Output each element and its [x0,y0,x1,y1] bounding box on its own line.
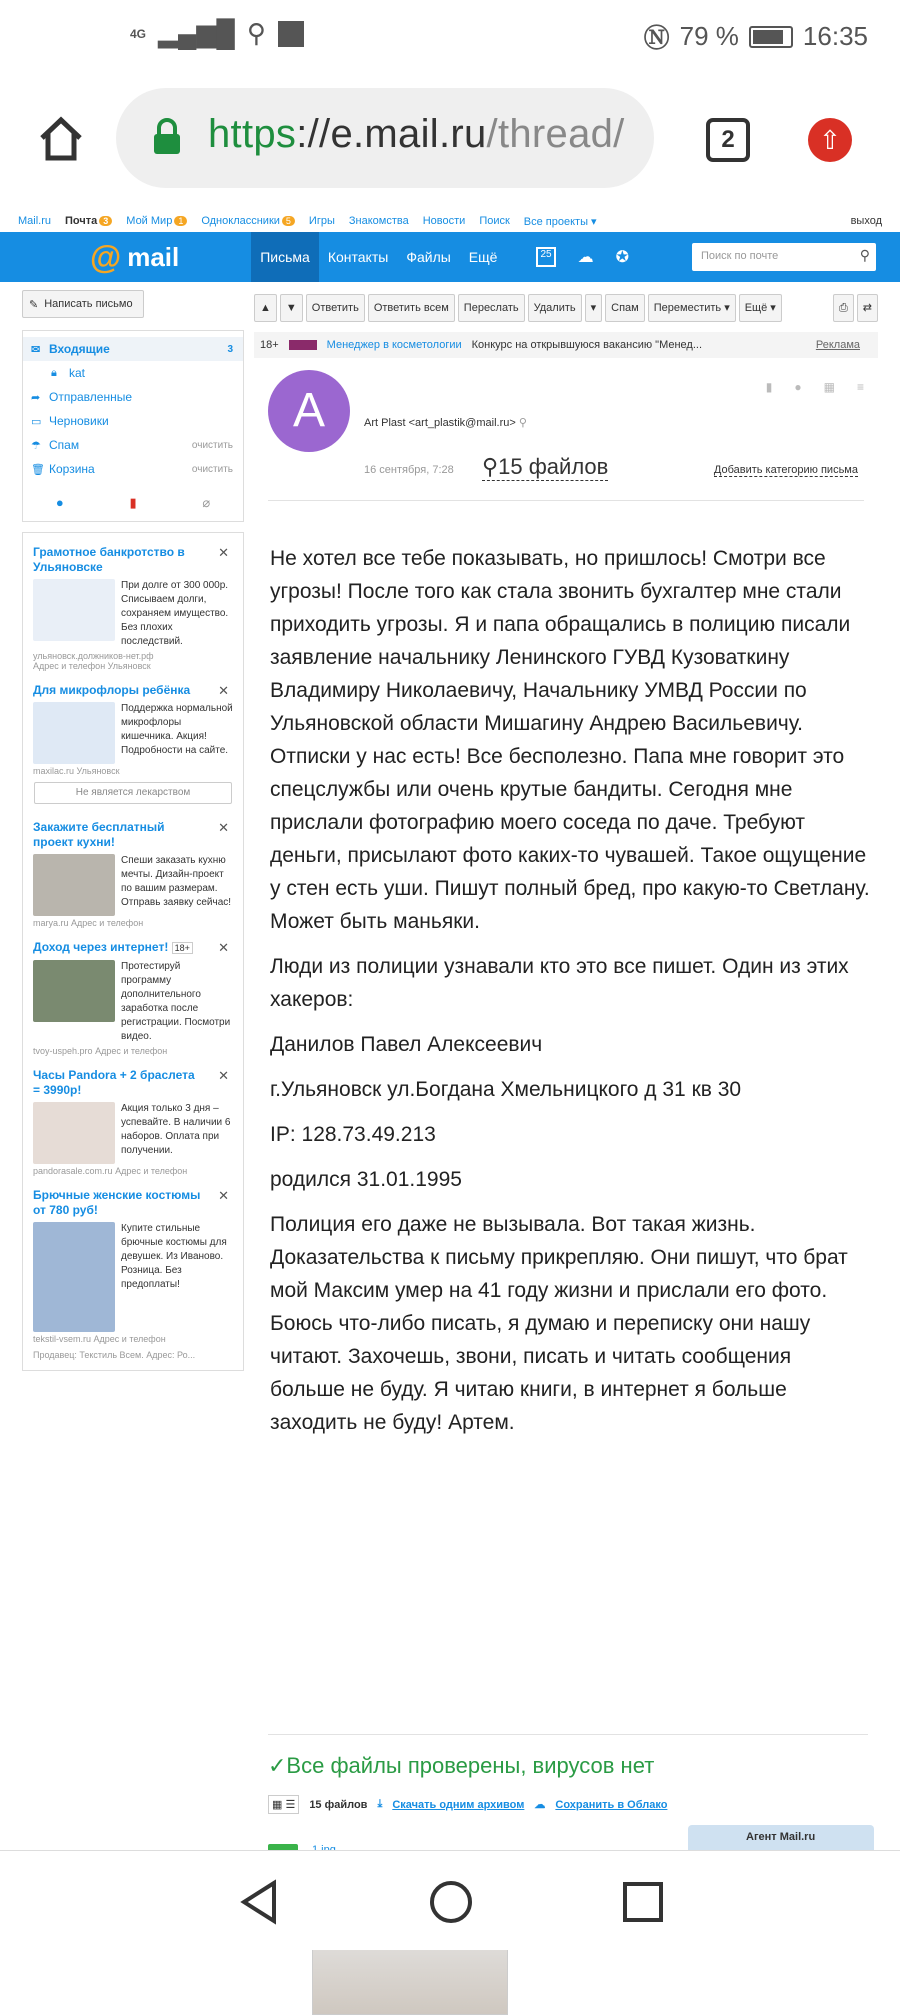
portal-nav [0,210,900,232]
folder-kat[interactable]: 🔒︎ kat [51,366,86,380]
ad-source: maxilac.ru Ульяновск [33,766,120,776]
ad-title[interactable]: Для микрофлоры ребёнка [33,683,191,697]
portal-link-news[interactable]: Новости [422,215,466,227]
cloud-icon[interactable]: ☁ [577,249,594,266]
tab-files[interactable]: Файлы [406,249,451,265]
nfc-icon: Ⓝ [643,23,670,53]
ad-title[interactable]: Доход через интернет! 18+ [33,940,203,956]
trash-icon: 🗑︎ [31,463,45,476]
download-icon: ⤓ [377,1798,383,1810]
url-text: https://e.mail.ru/thread/ [208,112,625,156]
paragraph: Полиция его даже не вызывала. Вот такая жизнь. Доказательства к письму прикрепляю. Они пишут, что брат мой Максим умер на 41 году жизни и прислали его фото. Боюсь что-либо писать, я думаю и переписку они нашу читают. Захочешь, звони, писать и читать сообщения больше не буду. Я читаю книги, в интернет я больше заходить не буду! Артем. [270,1213,848,1434]
lock-icon: 🔒︎ [51,366,57,379]
folder-spam[interactable]: ☂ Спам очистить [31,438,233,452]
message-toolbar [254,294,878,322]
home-circle-icon[interactable] [428,1879,474,1925]
ad-source: ульяновск.должников-нет.рф Адрес и телефон Ульяновск [33,651,154,671]
battery-percent: 79 % [679,21,739,51]
ads-panel [22,532,244,1371]
paragraph: IP: 128.73.49.213 [270,1123,436,1146]
close-icon[interactable]: ✕ [218,940,229,955]
ad-text: Акция только 3 дня – успевайте. В наличии 6 наборов. Оплата при получении. [121,1103,231,1156]
url-bar[interactable] [116,88,654,188]
update-icon[interactable]: ⇧ [808,118,852,162]
flag-icon[interactable]: ▮ [765,380,773,394]
files-link[interactable]: ⚲15 файлов [482,454,609,479]
service-icons [536,247,629,267]
flag-filter-icon[interactable]: ▮ [129,495,137,510]
ad-image [33,854,115,916]
forward-button[interactable]: Переслать [458,294,525,322]
paragraph: Люди из полиции узнавали кто это все пишет. Один из этих хакеров: [270,955,849,1011]
attachments-bar [268,1795,868,1814]
ad-text: Спеши заказать кухню мечты. Дизайн-проект по вашим размерам. Отправь заявку сейчас! [121,855,232,908]
browser-toolbar [0,70,900,210]
ad-title[interactable]: Брючные женские костюмы от 780 руб! [33,1188,201,1217]
delete-button[interactable]: Удалить [528,294,582,322]
paragraph: г.Ульяновск ул.Богдана Хмельницкого д 31 кв 30 [270,1078,742,1101]
next-message-button[interactable]: ▼ [280,294,303,322]
portal-link-ok[interactable]: Одноклассники 5 [201,215,295,227]
badge: 1 [174,216,187,226]
app-icon [278,21,304,47]
print-icon[interactable]: ⎙ [833,294,854,322]
envelope-icon: ✉ [31,343,41,356]
clock: 16:35 [802,21,868,51]
badge: 3 [99,216,112,226]
system-nav-bar [0,1850,900,1950]
draft-icon: ▭ [31,415,42,428]
download-archive-link[interactable]: Скачать одним архивом [392,1798,525,1811]
sent-icon: ➦ [31,391,41,404]
folder-sent[interactable]: ➦ Отправленные [31,390,133,404]
message-body [270,542,870,1451]
ad-title[interactable]: Грамотное банкротство в Ульяновске [33,545,185,574]
logout-link[interactable]: выход [850,215,882,227]
ad-text: Купите стильные брючные костюмы для девушек. Из Иваново. Розница. Без предоплаты! [121,1223,227,1290]
pencil-icon: ✎ [29,298,39,311]
ad-image [33,579,115,641]
close-icon[interactable]: ✕ [218,545,229,560]
close-icon[interactable]: ✕ [218,683,229,698]
lock-icon [152,118,182,156]
tab-count: 2 [721,126,735,153]
portal-link-all-projects[interactable]: Все проекты ▾ [523,215,597,228]
ad-block[interactable] [33,537,233,675]
message-actions [766,380,864,394]
attachment-filter-icon[interactable]: ⌀ [202,495,211,510]
brand-bar [0,232,900,282]
folder-inbox[interactable]: ✉ Входящие 3 [23,337,243,361]
ad-label[interactable]: Реклама [815,339,860,351]
battery-icon [749,26,793,48]
more-button[interactable]: Ещё ▾ [739,294,782,322]
ad-block[interactable] [33,1060,233,1180]
ad-source: marya.ru Адрес и телефон [33,918,144,928]
ad-sender: Менеджер в косметологии [326,339,462,351]
unread-filter-icon[interactable]: ● [55,495,64,510]
search-icon[interactable]: ⚲ [859,247,870,263]
close-icon[interactable]: ✕ [218,820,229,835]
folder-filters [23,481,243,515]
ad-text: При долге от 300 000р. Списываем долги, сохраняем имущество. Без плохих последствий. [121,580,229,647]
games-icon[interactable]: ✪ [615,249,629,266]
paragraph: родился 31.01.1995 [270,1168,462,1191]
network-label: 4G [130,26,147,41]
ad-source: pandorasale.com.ru Адрес и телефон [33,1166,188,1176]
portal-link-moimir[interactable]: Мой Мир 1 [126,215,187,227]
ad-image [33,702,115,764]
sidebar [22,290,244,1371]
paragraph: Данилов Павел Алексеевич [270,1033,543,1056]
tab-switcher-button[interactable] [706,118,750,162]
paragraph: Не хотел все тебе показывать, но пришлось! Смотри все угрозы! После того как стала звонить бухгалтер мне стали приходить угрозы. Я и папа обращались в полицию писали заявление начальнику Ленинского ГУВД Кузоваткину Владимиру Николаевичу, Начальнику УМВД России по Ульяновской области Мишагину Андрею Васильевичу. Отписки у нас есть! Все бесполезно. Папа мне говорит это спецслужбы или очень крутые бандиты. Сегодня мне прислали фотографию моего соседа по даче. Требуют деньги, присылают фото каких-то чувашей. Такое ощущение у стен есть уши. Пишут полный бред, про какую-то Светлану. Может быть маньяки. [270,547,870,933]
ad-block[interactable] [33,1180,233,1370]
age-badge: 18+ [172,942,193,954]
spam-button[interactable]: Спам [605,294,645,322]
badge: 5 [282,216,295,226]
grid-view-icon[interactable]: ▦ ☰ [268,1795,299,1814]
ad-seller: Продавец: Текстиль Всем. Адрес: Ро... [33,1350,196,1360]
ad-disclaimer: Не является лекарством [34,782,232,804]
mail-logo[interactable]: @ mail [90,238,180,275]
close-icon[interactable]: ✕ [218,1068,229,1083]
ad-image [33,1222,115,1332]
sender[interactable]: Art Plast <art_plastik@mail.ru> ⚲ [364,417,527,429]
cloud-icon: ☁ [534,1799,546,1811]
status-bar [0,0,900,70]
folder-trash[interactable]: 🗑︎ Корзина очистить [31,462,233,476]
main-nav [251,232,506,282]
mail-page [0,210,900,1850]
move-button[interactable]: Переместить ▾ [648,294,736,322]
ad-text: Протестируй программу дополнительного заработка после регистрации. Посмотри видео. [121,961,231,1042]
age-badge: 18+ [260,339,279,351]
back-icon[interactable] [236,1879,282,1925]
folder-drafts[interactable]: ▭ Черновики [31,414,109,428]
home-icon[interactable] [36,114,86,164]
folder-list [22,330,244,522]
add-category-link[interactable]: Добавить категорию письма [713,464,858,476]
spam-icon: ☂ [31,439,41,452]
recents-icon[interactable] [620,1879,666,1925]
ad-block[interactable] [33,675,233,812]
clear-spam-link[interactable]: очистить [191,439,233,451]
ad-subject: Конкурс на открывшуюся вакансию "Менед... [471,339,703,351]
prev-message-button[interactable]: ▲ [254,294,277,322]
reply-all-button[interactable]: Ответить всем [368,294,455,322]
tab-more[interactable]: Ещё [468,249,498,265]
portal-link-dating[interactable]: Знакомства [348,215,409,227]
portal-link-games[interactable]: Игры [308,215,335,227]
tab-contacts[interactable]: Контакты [327,249,389,265]
ad-block[interactable] [33,812,233,932]
signal-icon: ▂▄▆█ [158,18,235,48]
ad-title[interactable]: Закажите бесплатный проект кухни! [33,820,165,849]
compose-button[interactable]: ✎ Написать письмо [22,290,144,318]
ad-strip[interactable] [254,332,878,358]
ad-image [33,1102,115,1164]
message-date: 16 сентября, 7:28 [364,464,454,476]
ad-block[interactable] [33,932,233,1060]
clear-trash-link[interactable]: очистить [191,463,233,475]
tab-letters[interactable]: Письма [251,232,319,282]
search-input[interactable]: Поиск по почте ⚲ [692,243,876,271]
ad-text: Поддержка нормальной микрофлоры кишечника. Акция! Подробности на сайте. [121,703,233,756]
ad-image [33,960,115,1022]
search-icon: ⚲ [246,18,266,48]
save-to-cloud-link[interactable]: Сохранить в Облако [555,1798,668,1811]
menu-icon[interactable]: ≡ [856,380,864,394]
unread-count: 3 [227,343,233,355]
delete-menu-button[interactable]: ▾ [585,294,603,322]
paperclip-icon: ⚲ [482,454,499,479]
divider [268,500,864,501]
reply-button[interactable]: Ответить [306,294,365,322]
virus-check-status: ✓Все файлы проверены, вирусов нет [268,1753,655,1778]
portal-link-pochta[interactable]: Почта 3 [65,215,112,227]
close-icon[interactable]: ✕ [218,1188,229,1203]
read-status-icon[interactable]: ● [794,380,802,394]
portal-link-mailru[interactable]: Mail.ru [18,215,52,227]
avatar: A [268,370,350,452]
calendar-icon[interactable]: 25 [536,247,555,267]
ad-source: tekstil-vsem.ru Адрес и телефон [33,1334,166,1344]
files-count: 15 файлов [309,1798,368,1811]
ad-title[interactable]: Часы Pandora + 2 браслета = 3990р! [33,1068,195,1097]
portal-link-search[interactable]: Поиск [479,215,510,227]
ad-logo [289,340,317,350]
translate-icon[interactable]: ⇄ [857,294,878,322]
agent-widget[interactable]: Агент Mail.ru [688,1825,874,1851]
ad-source: tvoy-uspeh.pro Адрес и телефон [33,1046,168,1056]
calendar-icon[interactable]: ▦ [823,380,835,394]
